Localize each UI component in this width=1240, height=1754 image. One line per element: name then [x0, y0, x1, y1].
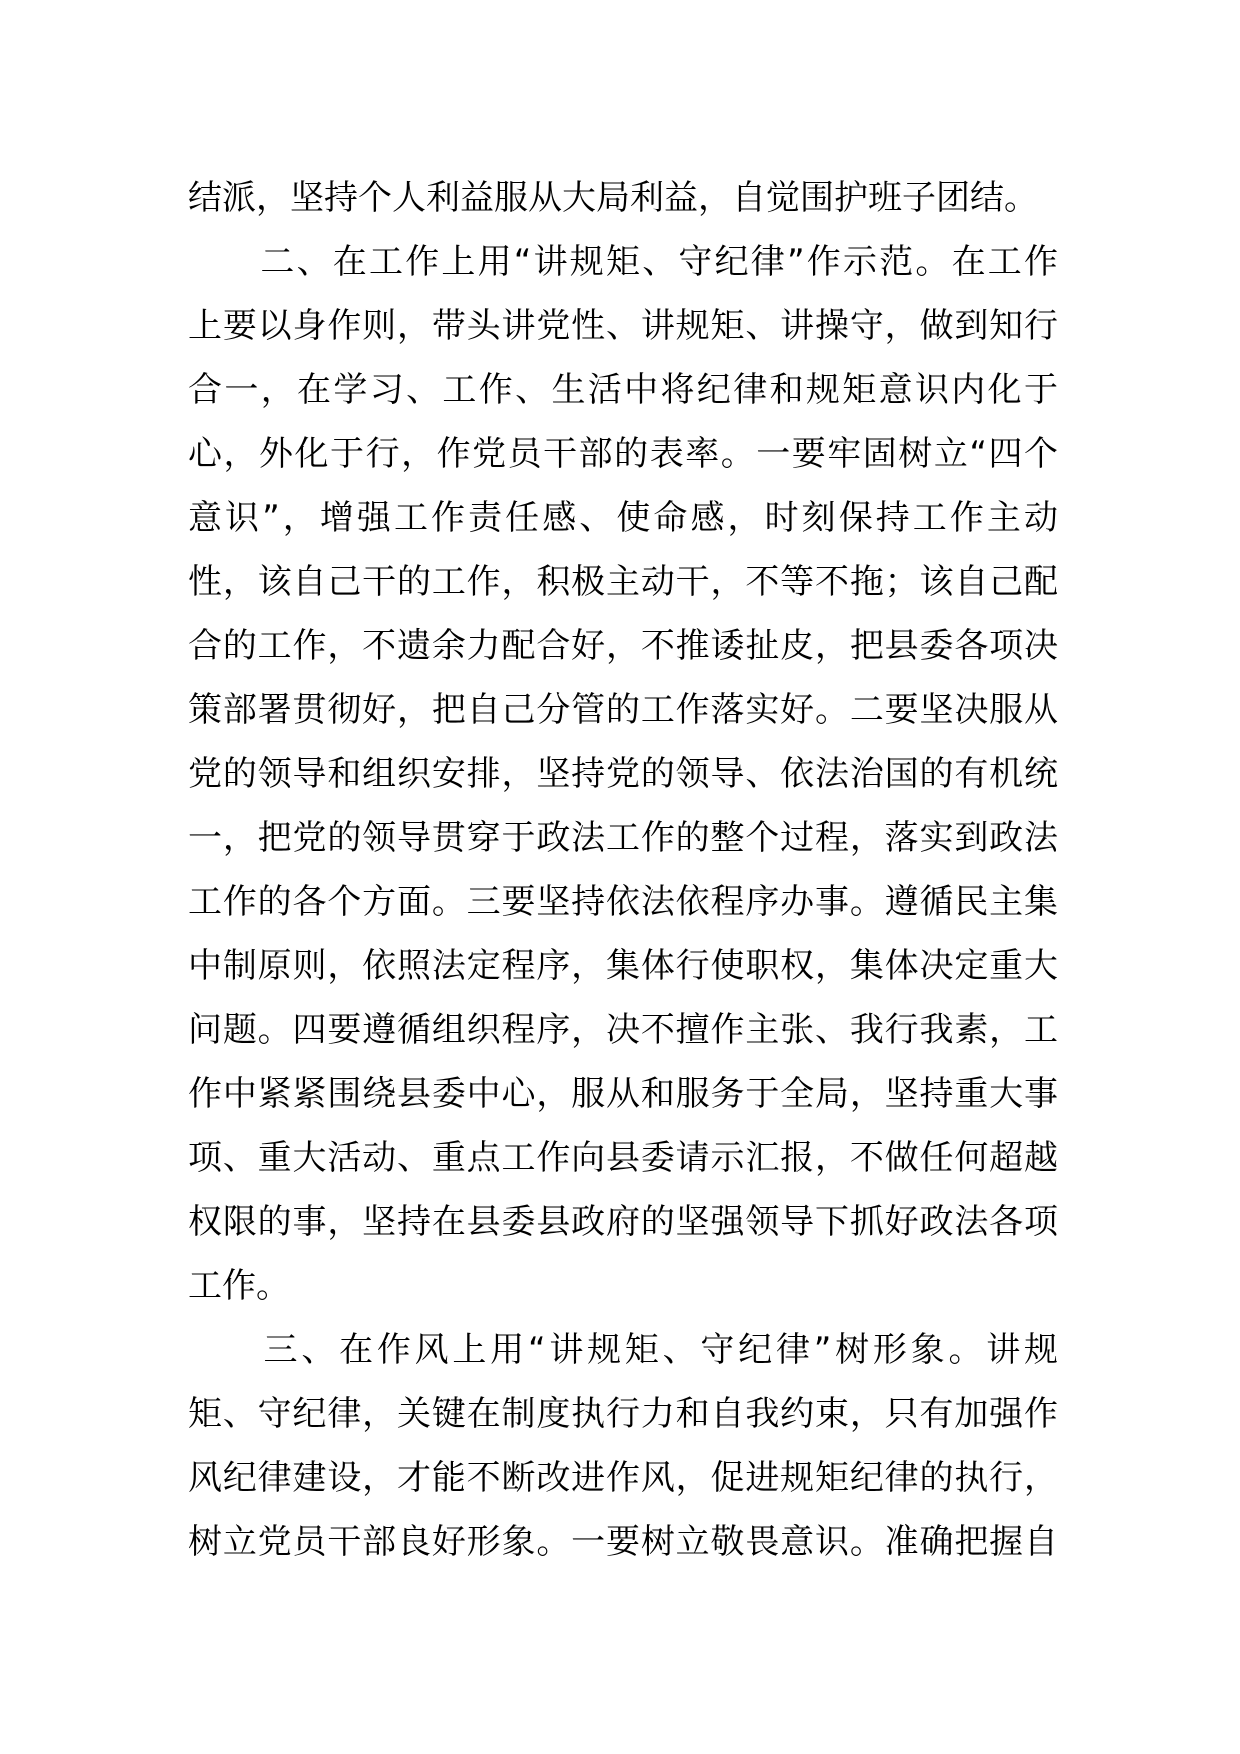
text-line: 一，把党的领导贯穿于政法工作的整个过程，落实到政法: [188, 818, 1058, 858]
text-line: 性，该自己干的工作，积极主动干，不等不拖；该自己配: [188, 562, 1058, 602]
text-line: 项、重大活动、重点工作向县委请示汇报，不做任何超越: [188, 1138, 1058, 1178]
text-line: 权限的事，坚持在县委县政府的坚强领导下抓好政法各项: [188, 1202, 1058, 1242]
text-line: 问题。四要遵循组织程序，决不擅作主张、我行我素，工: [188, 1010, 1058, 1050]
text-line: 风纪律建设，才能不断改进作风，促进规矩纪律的执行，: [188, 1458, 1058, 1498]
text-line: 党的领导和组织安排，坚持党的领导、依法治国的有机统: [188, 754, 1058, 794]
text-line: 结派，坚持个人利益服从大局利益，自觉围护班子团结。: [188, 178, 1038, 218]
text-line: 心，外化于行，作党员干部的表率。一要牢固树立“四个: [188, 434, 1058, 474]
text-line: 意识”，增强工作责任感、使命感，时刻保持工作主动: [188, 498, 1058, 538]
body-text: [188, 166, 1058, 1574]
text-line: 中制原则，依照法定程序，集体行使职权，集体决定重大: [188, 946, 1058, 986]
text-line: 工作。: [188, 1266, 290, 1306]
text-line: 三、在作风上用“讲规矩、守纪律”树形象。讲规: [188, 1330, 1058, 1370]
text-line: 作中紧紧围绕县委中心，服从和服务于全局，坚持重大事: [188, 1074, 1058, 1114]
text-line: 策部署贯彻好，把自己分管的工作落实好。二要坚决服从: [188, 690, 1058, 730]
text-line: 工作的各个方面。三要坚持依法依程序办事。遵循民主集: [188, 882, 1058, 922]
text-line: 二、在工作上用“讲规矩、守纪律”作示范。在工作: [188, 242, 1058, 282]
text-line: 合的工作，不遗余力配合好，不推诿扯皮，把县委各项决: [188, 626, 1058, 666]
text-line: 树立党员干部良好形象。一要树立敬畏意识。准确把握自: [188, 1522, 1058, 1562]
text-line: 上要以身作则，带头讲党性、讲规矩、讲操守，做到知行: [188, 306, 1058, 346]
text-line: 合一，在学习、工作、生活中将纪律和规矩意识内化于: [188, 370, 1058, 410]
text-line: 矩、守纪律，关键在制度执行力和自我约束，只有加强作: [188, 1394, 1058, 1434]
